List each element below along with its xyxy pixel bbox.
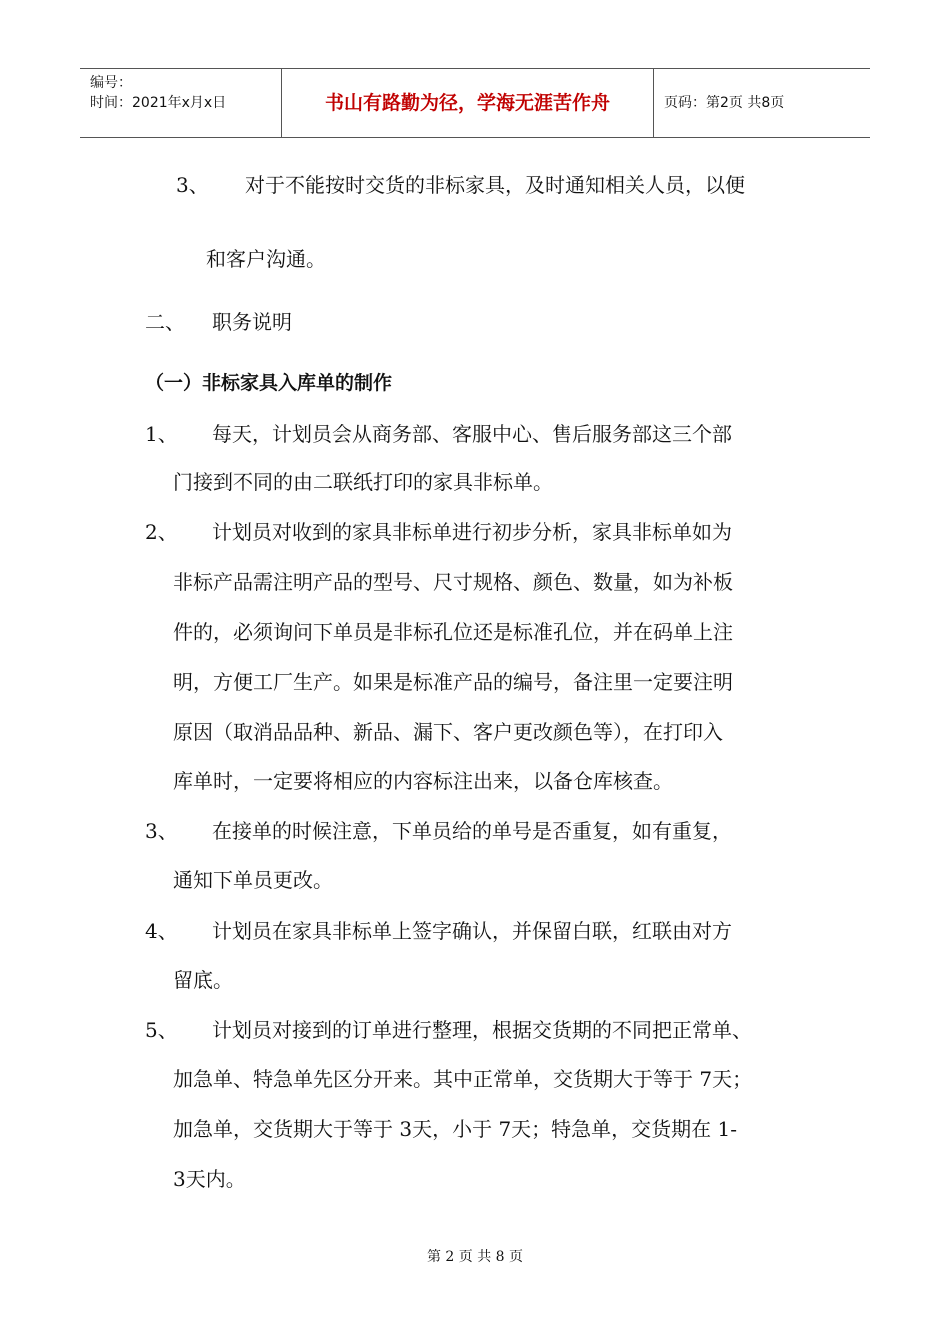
item-number: 1、 — [145, 422, 178, 446]
item-number: 4、 — [145, 919, 178, 943]
paragraph-line: 件的，必须询问下单员是非标孔位还是标准孔位，并在码单上注 — [173, 620, 733, 644]
paragraph-line: 留底。 — [173, 968, 233, 992]
paragraph-line: 非标产品需注明产品的型号、尺寸规格、颜色、数量，如为补板 — [173, 570, 733, 594]
paragraph-line: 计划员在家具非标单上签字确认，并保留白联，红联由对方 — [212, 919, 732, 943]
paragraph-line: 原因（取消品品种、新品、漏下、客户更改颜色等），在打印入 — [173, 720, 723, 744]
paragraph-line: 计划员对接到的订单进行整理，根据交货期的不同把正常单、 — [212, 1018, 752, 1042]
paragraph-line: 对于不能按时交货的非标家具，及时通知相关人员，以便 — [245, 173, 745, 197]
paragraph-line: 在接单的时候注意，下单员给的单号是否重复，如有重复， — [212, 819, 732, 843]
paragraph-line: 加急单，交货期大于等于 3天，小于 7天；特急单，交货期在 1- — [173, 1117, 738, 1141]
paragraph-line: 明，方便工厂生产。如果是标准产品的编号，备注里一定要注明 — [173, 670, 733, 694]
document-date: 时间：2021年x月x日 — [90, 95, 227, 111]
page-header — [80, 68, 870, 138]
subsection-title: （一）非标家具入库单的制作 — [145, 372, 393, 394]
item-number: 5、 — [145, 1018, 178, 1042]
item-number: 3、 — [176, 173, 209, 197]
item-number: 2、 — [145, 520, 178, 544]
header-page-info: 页码：第2页 共8页 — [664, 95, 785, 111]
paragraph-line: 加急单、特急单先区分开来。其中正常单，交货期大于等于 7天； — [173, 1067, 753, 1091]
document-number-label: 编号： — [90, 75, 132, 91]
paragraph-line: 3天内。 — [173, 1167, 246, 1191]
item-number: 3、 — [145, 819, 178, 843]
paragraph-line: 和客户沟通。 — [206, 247, 326, 271]
paragraph-line: 通知下单员更改。 — [173, 868, 333, 892]
header-motto: 书山有路勤为径，学海无涯苦作舟 — [282, 69, 654, 137]
section-number: 二、 — [145, 310, 185, 334]
paragraph-line: 每天，计划员会从商务部、客服中心、售后服务部这三个部 — [212, 422, 732, 446]
page-footer: 第 2 页 共 8 页 — [426, 1249, 524, 1265]
header-meta-cell — [80, 69, 282, 137]
section-title: 职务说明 — [212, 310, 292, 334]
paragraph-line: 库单时，一定要将相应的内容标注出来，以备仓库核查。 — [173, 769, 673, 793]
paragraph-line: 门接到不同的由二联纸打印的家具非标单。 — [173, 470, 553, 494]
paragraph-line: 计划员对收到的家具非标单进行初步分析，家具非标单如为 — [212, 520, 732, 544]
